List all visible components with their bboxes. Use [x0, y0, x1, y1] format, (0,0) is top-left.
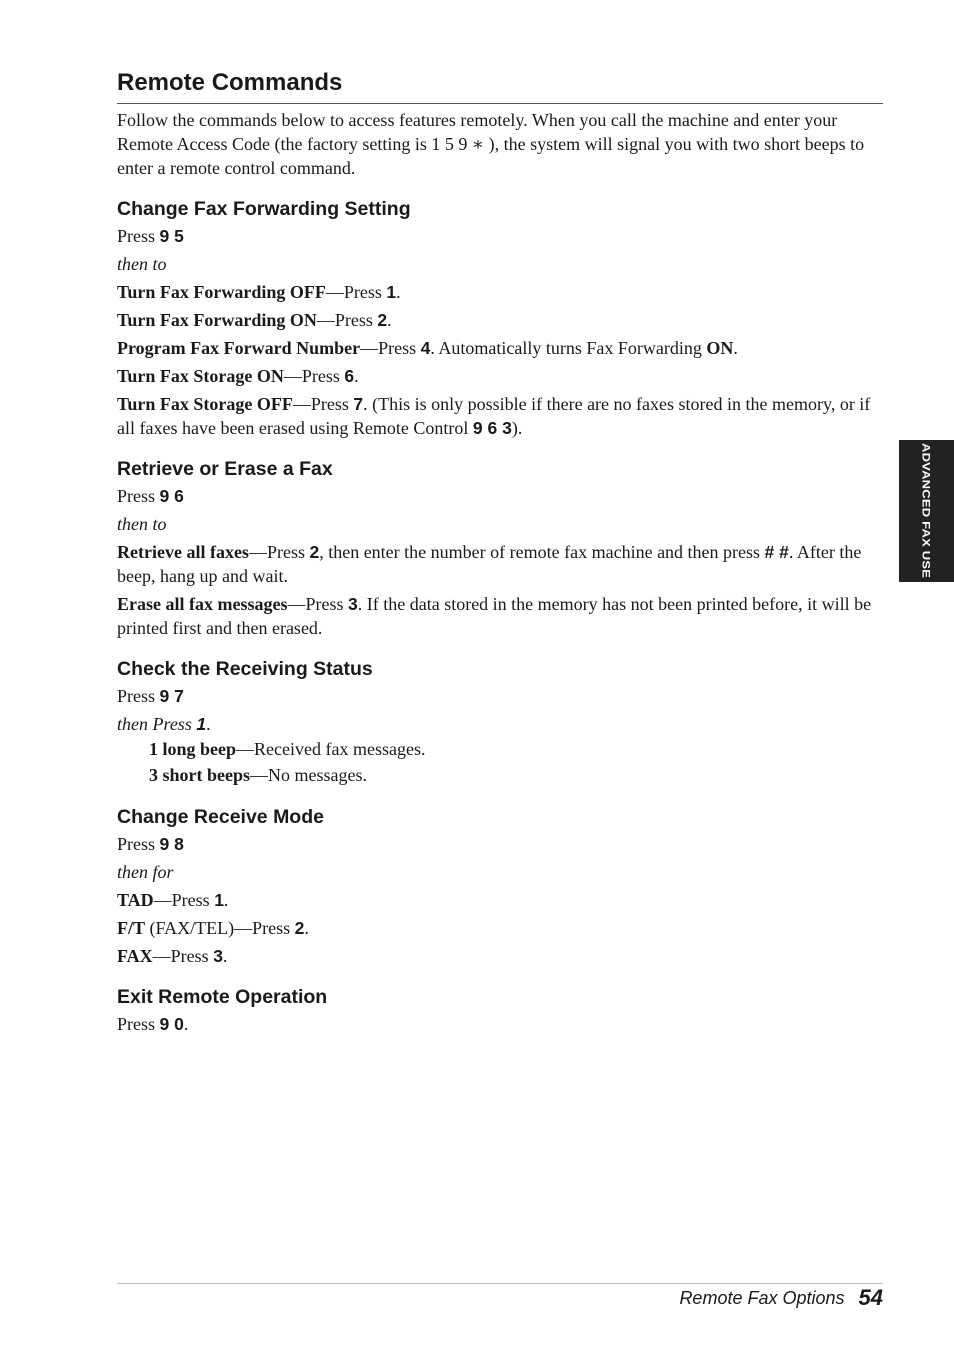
- heading-exit-remote: Exit Remote Operation: [117, 986, 328, 1008]
- list-item: Retrieve all faxes—Press 2, then enter the number of remote fax machine and then press # #. After the beep, hang up and wait.: [117, 542, 862, 586]
- then-line: then Press 1.: [117, 714, 211, 734]
- list-item: Turn Fax Forwarding OFF—Press 1.: [117, 282, 401, 302]
- then-line: then for: [117, 862, 174, 882]
- list-item: Turn Fax Forwarding ON—Press 2.: [117, 310, 392, 330]
- list-item: FAX—Press 3.: [117, 946, 228, 966]
- list-item: 3 short beeps—No messages.: [149, 765, 367, 785]
- list-item: Erase all fax messages—Press 3. If the data stored in the memory has not been printed before, it will be printed first and then erased.: [117, 594, 872, 638]
- list-item: Turn Fax Storage OFF—Press 7. (This is only possible if there are no faxes stored in the memory, or if all faxes have been erased using Remote Control 9 6 3).: [117, 394, 871, 438]
- then-line: then to: [117, 514, 167, 534]
- heading-receive-mode: Change Receive Mode: [117, 806, 324, 828]
- side-tab-label: ADVANCED FAX USE: [920, 443, 933, 579]
- list-item: TAD—Press 1.: [117, 890, 229, 910]
- press-line: Press 9 0.: [117, 1014, 189, 1034]
- heading-retrieve-erase: Retrieve or Erase a Fax: [117, 458, 333, 480]
- page-title: Remote Commands: [117, 66, 883, 104]
- page-content: [117, 66, 883, 1036]
- list-item: Turn Fax Storage ON—Press 6.: [117, 366, 359, 386]
- press-line: Press 9 8: [117, 834, 184, 854]
- press-line: Press 9 7: [117, 686, 184, 706]
- page-footer: [117, 1283, 883, 1313]
- list-item: F/T (FAX/TEL)—Press 2.: [117, 918, 309, 938]
- heading-fax-forwarding: Change Fax Forwarding Setting: [117, 198, 411, 220]
- press-line: Press 9 6: [117, 486, 184, 506]
- intro-paragraph: Follow the commands below to access features remotely. When you call the machine and enter your Remote Access Code (the factory setting is 1 5 9 ∗ ), the system will signal you with two short beeps to enter a remote control command.: [117, 110, 865, 178]
- heading-receiving-status: Check the Receiving Status: [117, 658, 373, 680]
- footer-section-name: Remote Fax Options: [679, 1287, 845, 1308]
- then-line: then to: [117, 254, 167, 274]
- press-line: Press 9 5: [117, 226, 184, 246]
- list-item: 1 long beep—Received fax messages.: [149, 739, 426, 759]
- list-item: Program Fax Forward Number—Press 4. Automatically turns Fax Forwarding ON.: [117, 338, 738, 358]
- page-number: 54: [858, 1285, 883, 1310]
- side-tab: [899, 440, 954, 582]
